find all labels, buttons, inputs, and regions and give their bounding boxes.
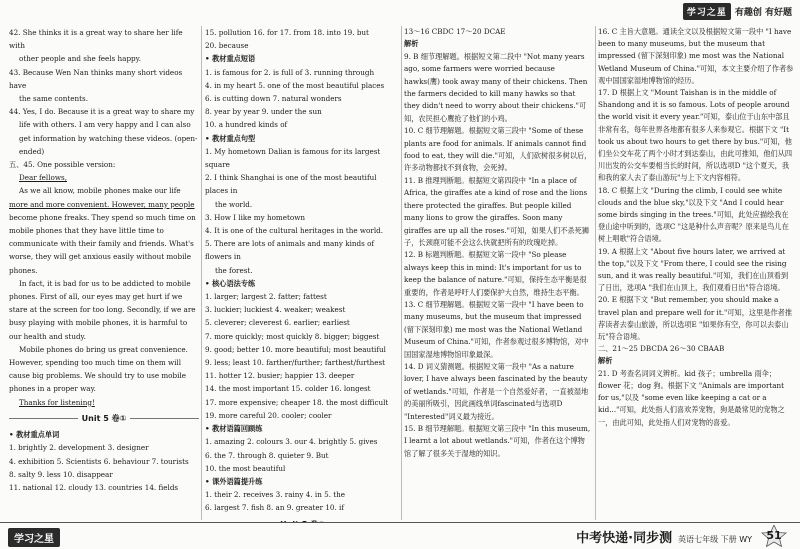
answer-line: 43. Because Wen Nan thinks many short videos have — [9, 67, 183, 90]
analysis-para: 11. B 推理判断题。根据短文第四段中 "In a place of Africa, the giraffes ate a kind of rose and the lions there protected the giraffes. But people killed many lions to grow the giraffes. Soon many giraffes are up all the roses."可知，如果人们不杀死狮子，长颈鹿可能不会这么快就把所有的玫瑰吃掉。 — [404, 175, 589, 247]
phrase-line: 4. in my heart 5. one of the most beautiful places — [205, 80, 385, 90]
grammar-line: 5. cleverer; cleverest 6. earlier; earliest — [205, 318, 350, 328]
cons-line: 6. the 7. through 8. quieter 9. But — [205, 450, 329, 460]
analysis-para: 16. C 主旨大意题。通读全文以及根据短文第一段中 "I have been to many museums, but the museum that impressed (留下深刻印象) me most was the National Wetland Museum of China."可知，本文主要介绍了作者参观中国国家湿地博物馆的经历。 — [598, 27, 794, 85]
grammar-line: 11. hotter 12. busier; happier 13. deeper — [205, 371, 355, 381]
footer-logo: 学习之星 — [8, 528, 60, 547]
answer-line: 42. She thinks it is a great way to share her life with — [9, 28, 183, 51]
page-number-text: 51 — [766, 528, 782, 542]
essay-line: However, spending too much time on them will — [9, 358, 182, 368]
sentence-line: 2. I think Shanghai is one of the most beautiful places in — [205, 173, 377, 196]
grammar-line: 17. more expensive; cheaper 18. the most difficult — [205, 397, 389, 407]
essay-line: phones. First of all, our eyes may get hurt if we — [9, 292, 183, 302]
cons-line: 1. amazing 2. colours 3. our 4. brightly 5. gives — [205, 437, 378, 447]
grammar-line: 7. more quickly; most quickly 8. bigger; biggest — [205, 331, 380, 341]
answer-line: other people and she feels happy. — [19, 54, 142, 64]
phrase-line: 10. a hundred kinds of — [205, 120, 288, 130]
grammar-line: 1. larger; largest 2. fatter; fattest — [205, 292, 327, 302]
essay-salutation: Dear fellows, — [19, 173, 67, 183]
analysis-para: 20. E 根据下文 "But remember, you should make a travel plan and prepare well for it."可知，这里是作者推荐读者去泰山旅游，所以选项E "如果你有空，你可以去泰山玩"符合语境。 — [598, 295, 793, 342]
answer-line: 20. because — [205, 41, 249, 51]
class-line: 6. largest 7. fish 8. an 9. greater 10. if — [205, 503, 345, 513]
sentence-line: 3. How I like my hometown — [205, 212, 305, 222]
analysis-para: 18. C 根据上文 "During the climb, I could see white clouds and the blue sky,"以及下文 "And I could hear some birds singing in the trees."可知，此处应描绘我在登山途中听到的，选项C "这是种什么声音呢？原来是鸟儿在树上唱歌"符合语境。 — [598, 185, 789, 244]
page-header — [0, 0, 800, 24]
essay-closing: Thanks for listening! — [19, 397, 95, 407]
vocab-line: 11. national 12. cloudy 13. countries 14. fields — [9, 482, 179, 492]
column-divider — [401, 26, 402, 520]
answer-line: 二、21～25 DBCDA 26～30 CBAAB — [598, 344, 725, 354]
analysis-para: 14. D 词义猜测题。根据短文第一段中 "As a nature lover, I have always been fascinated by the beauty of wetlands."可知，作者是一个自然爱好者，一直被湿地的美丽所吸引，因此画线单词fascinated与选项D "Interested"词义最为接近。 — [404, 361, 589, 421]
essay-line: busy playing with mobile phones, it is harmful to — [9, 318, 188, 328]
essay-line: phones in a proper way. — [9, 384, 96, 394]
column-divider — [201, 26, 202, 520]
vocab-line: 4. exhibition 5. Scientists 6. behaviour 7. tourists — [9, 456, 189, 466]
page-footer — [0, 522, 800, 549]
vocab-line: 8. salty 9. less 10. disappear — [9, 469, 113, 479]
book-subtitle: 英语七年级 下册 WY — [678, 535, 752, 544]
section-heading: • 核心语法专练 — [205, 278, 256, 288]
essay-line: communicate with their family and friends. What's — [9, 239, 194, 249]
essay-line: Mobile phones do bring us great convenience. — [19, 344, 188, 354]
analysis-para: 9. B 细节理解题。根据短文第二段中 "Not many years ago, some farmers were worried because hawks(鹰) took away many of their chickens. Then the farmers decided to kill many hawks so that they didn't need to worry about their chickens."可知，农民担心鹰抢了他们的小鸡。 — [404, 51, 588, 123]
analysis-label: 解析 — [404, 39, 419, 49]
brand-slogan: 有趣创 有好题 — [734, 8, 792, 18]
section-heading: • 课外语篇提升练 — [205, 476, 263, 486]
essay-line: cause big problems. We should try to use mobile — [9, 371, 186, 381]
grammar-line: 14. the most important 15. colder 16. longest — [205, 384, 371, 394]
section-heading: • 教材语篇回顾练 — [205, 424, 263, 434]
page-number — [760, 525, 788, 545]
analysis-para: 13. C 细节理解题。根据短文第一段中 "I have been to many museums, but the museum that impressed (留下深刻印象) me most was the National Wetland Museum of China."可知，作者参观过很多博物馆，对中国国家湿地博物馆印象最深。 — [404, 299, 589, 359]
answer-line: 13～16 CBDC 17～20 DCAE — [404, 27, 506, 36]
answer-line: ended) — [19, 146, 45, 156]
essay-line: become phone freaks. They spend so much time on — [9, 212, 196, 222]
section-heading: • 教材重点单词 — [9, 430, 60, 440]
phrase-line: 1. is famous for 2. is full of 3. running through — [205, 67, 375, 77]
sentence-line: 5. There are lots of animals and many kinds of flowers in — [205, 239, 375, 262]
essay-line: more and more convenient. However, many people — [9, 199, 195, 209]
answer-line: get information by watching these videos. (open- — [19, 133, 198, 143]
essay-line: phones. — [9, 265, 38, 275]
column-4 — [598, 26, 794, 429]
phrase-line: 6. is cutting down 7. natural wonders — [205, 94, 342, 104]
sentence-line: 4. It is one of the cultural heritages in the world. — [205, 226, 384, 236]
phrase-line: 8. year by year 9. under the sun — [205, 107, 322, 117]
cons-line: 10. the most beautiful — [205, 463, 286, 473]
vocab-line: 1. brightly 2. development 3. designer — [9, 443, 149, 453]
essay-line: mobile phones that they have little time to — [9, 226, 164, 236]
answer-line: 44. Yes, I do. Because it is a great way to share my — [9, 107, 195, 117]
column-3 — [404, 26, 592, 460]
unit-label: Unit 5 卷① — [81, 413, 127, 423]
essay-line: As we all know, mobile phones make our life — [19, 186, 181, 196]
grammar-line: 9. good; better 10. more beautiful; most beautiful — [205, 344, 386, 354]
sentence-line: the world. — [215, 199, 253, 209]
analysis-para: 10. C 细节理解题。根据短文第三段中 "Some of these plants are food for animals. If animals cannot find food to eat, they will die."可知，人们砍树很多树以后，许多动物都找不到食物，会死掉。 — [404, 126, 592, 173]
essay-line: stare at the screen for too long. Secondly, if we are — [9, 305, 196, 315]
essay-line: our health and study. — [9, 331, 86, 341]
analysis-label: 解析 — [598, 356, 613, 366]
footer-title-group — [576, 527, 752, 546]
analysis-para: 12. B 标题判断题。根据短文第一段中 "So please always keep this in mind: It's important for us to keep the balance of nature."可知，保持生态平衡是很重要的，作者是呼吁人们要保护大自然，维持生态平衡。 — [404, 250, 587, 297]
analysis-para: 15. B 细节理解题。根据短文第三段中 "In this museum, I learnt a lot about wetlands."可知，作者在这个博物馆了解了很多关于湿地的知识。 — [404, 424, 591, 458]
book-title: 中考快递·同步测 — [576, 531, 673, 546]
answer-line: 15. pollution 16. for 17. from 18. into 19. but — [205, 28, 369, 37]
class-line: 1. their 2. receives 3. rainy 4. in 5. the — [205, 490, 346, 500]
grammar-line: 19. more careful 20. cooler; cooler — [205, 410, 332, 420]
sentence-line: 1. My hometown Dalian is famous for its largest square — [205, 146, 381, 170]
sentence-line: the forest. — [215, 265, 253, 275]
section-heading: • 教材重点短语 — [205, 54, 256, 64]
answer-line: life with others. I am very happy and I can also — [19, 120, 191, 130]
section-heading: • 教材重点句型 — [205, 133, 256, 143]
column-1 — [9, 26, 199, 494]
analysis-para: 17. D 根据上文 "Mount Taishan is in the middle of Shandong and it is so famous. Lots of people around the world visit it every year."可知，泰山位于山东中部且非常有名，每年世界各地都有很多人来参观它。根据下文 "It took us about two hours to get there by bus."可知，他们坐公交车花了两个小时才到达泰山，由此可推知，他们从四川出发的公交车要相当长的时间，所以选项D "这个夏天，我和我的家人去了泰山游玩"与上下文内容相符。 — [598, 88, 793, 183]
analysis-para: 21. D 考查名词词义辨析。kid 孩子；umbrella 雨伞；flower 花；dog 狗。根据下文 "Animals are important for us,"以及 "some even like keeping a cat or a kid..."可知，此处指人们喜欢养宠物，狗是最常见的宠物之一，由此可知，此处指人们对宠物的喜爱。 — [598, 368, 785, 427]
unit-divider — [9, 412, 199, 425]
column-2 — [205, 26, 400, 547]
analysis-para: 19. A 根据上文 "About five hours later, we arrived at the top,"以及下文 "From there, I could see the rising sun, and it was really beautiful."可知，我们在山顶看到了日出，选项A "我们在山顶上，我们观看日出"符合语境。 — [598, 246, 789, 293]
grammar-line: 9. less; least 10. farther/further; farthest/furthest — [205, 358, 386, 368]
brand-logo: 学习之星 — [683, 3, 731, 20]
essay-line: worse, they will get anxious easily without mobile — [9, 252, 191, 262]
essay-line: In fact, it is bad for us to be addicted to mobile — [19, 278, 191, 288]
column-divider — [595, 26, 596, 520]
essay-heading: 五、45. One possible version: — [9, 160, 116, 170]
answer-line: the same contents. — [19, 94, 88, 104]
brand-header — [683, 3, 792, 20]
grammar-line: 3. luckier; luckiest 4. weaker; weakest — [205, 305, 346, 315]
